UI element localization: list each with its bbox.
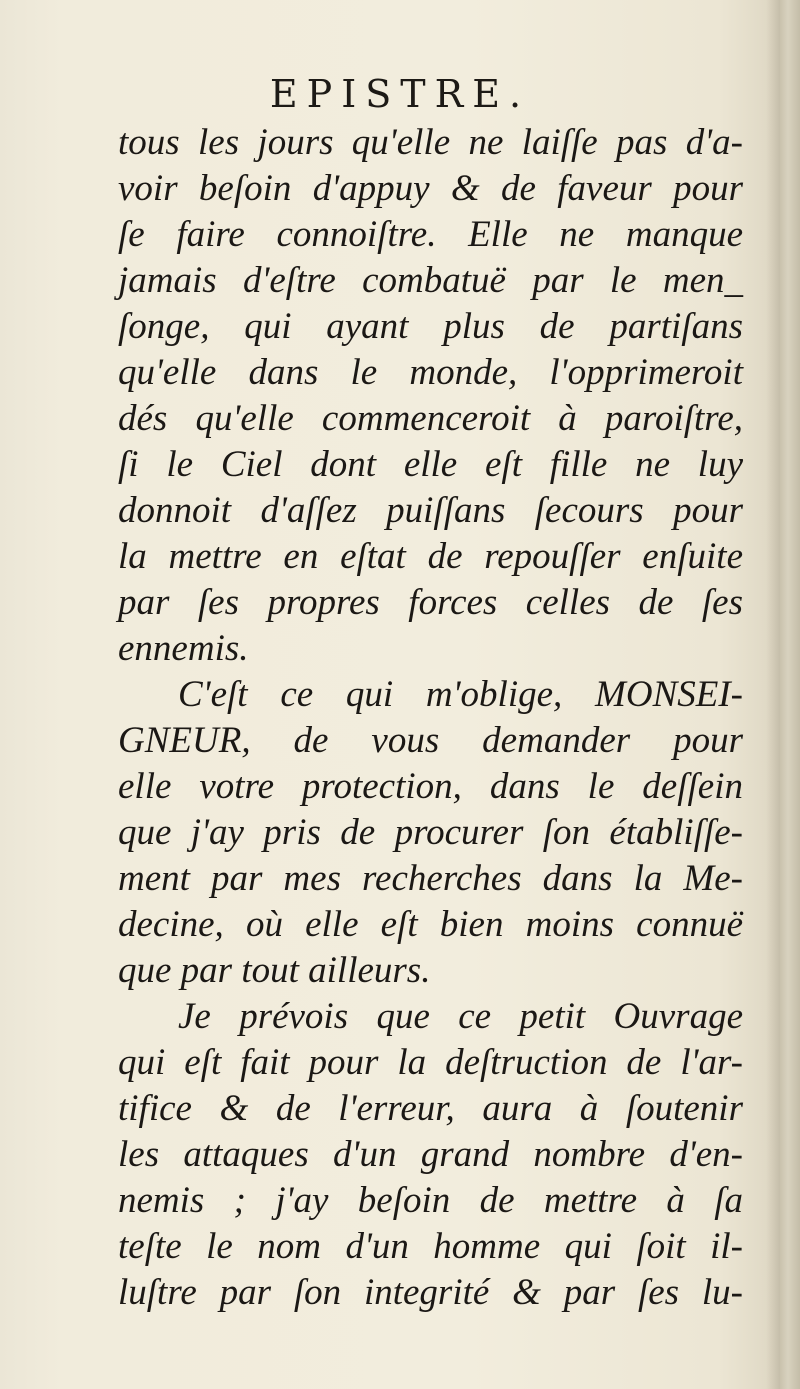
text-line: que j'ay pris de procurer ſon établiſſe- [118,812,743,853]
text-line: par ſes propres forces celles de ſes [118,582,743,623]
page-edge [780,0,800,1389]
text-line: jamais d'eſtre combatuë par le men_ [118,260,743,301]
text-line: elle votre protection, dans le deſſein [118,766,743,807]
text-line: ennemis. [118,628,249,669]
running-head: EPISTRE. [269,72,531,116]
text-line: decine, où elle eſt bien moins connuë [118,904,743,945]
text-line: GNEUR, de vous demander pour [118,720,743,761]
text-line: luſtre par ſon integrité & par ſes lu- [118,1272,743,1313]
text-line: ſonge, qui ayant plus de partiſans [118,306,743,347]
text-line: teſte le nom d'un homme qui ſoit il- [118,1226,743,1267]
text-line: qui eſt fait pour la deſtruction de l'ar- [118,1042,743,1083]
text-line: ſi le Ciel dont elle eſt fille ne luy [118,444,743,485]
text-line: tifice & de l'erreur, aura à ſoutenir [118,1088,743,1129]
text-line: la mettre en eſtat de repouſſer enſuite [118,536,743,577]
text-line: ſe faire connoiſtre. Elle ne manque [118,214,743,255]
text-line: ment par mes recherches dans la Me- [118,858,743,899]
text-line: voir beſoin d'appuy & de faveur pour [118,168,743,209]
text-line: nemis ; j'ay beſoin de mettre à ſa [118,1180,743,1221]
text-line: C'eſt ce qui m'oblige, MONSEI- [178,674,743,715]
text-line: qu'elle dans le monde, l'opprimeroit [118,352,743,393]
text-line: tous les jours qu'elle ne laiſſe pas d'a- [118,122,743,163]
text-line: les attaques d'un grand nombre d'en- [118,1134,743,1175]
text-line: donnoit d'aſſez puiſſans ſecours pour [118,490,743,531]
text-line: dés qu'elle commenceroit à paroiſtre, [118,398,743,439]
text-line: Je prévois que ce petit Ouvrage [178,996,743,1037]
text-line: que par tout ailleurs. [118,950,431,991]
